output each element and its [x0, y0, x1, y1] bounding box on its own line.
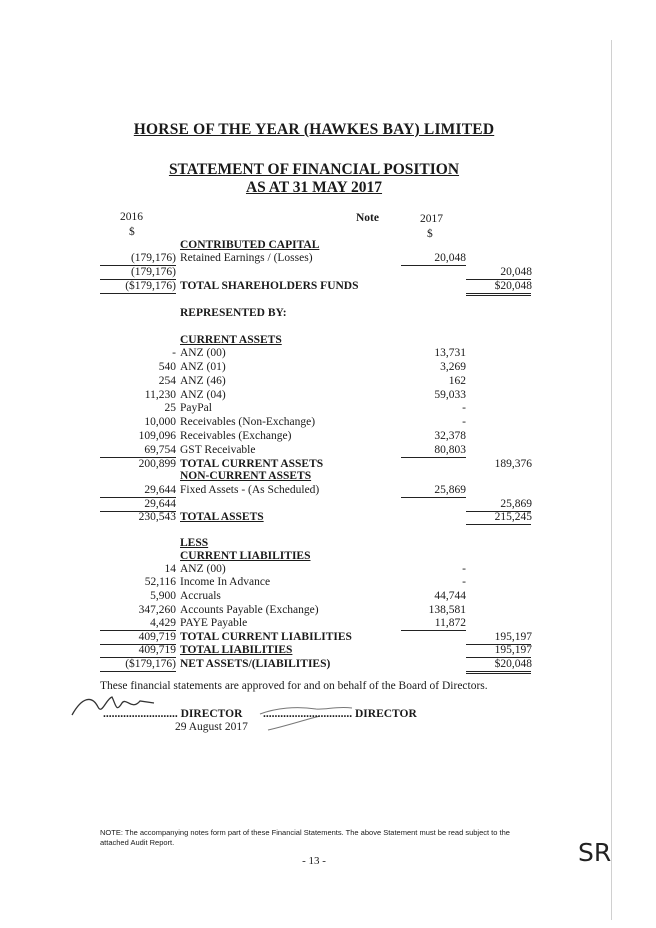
director-1-line: .......................... DIRECTOR	[103, 708, 243, 720]
line-item-label: ANZ (04)	[180, 389, 226, 401]
prior-year-value: 52,116	[144, 576, 176, 588]
prior-year-value: 109,096	[138, 430, 176, 442]
current-total-value: 215,245	[494, 511, 532, 523]
prior-year-value: 409,719	[138, 631, 176, 643]
director-2-line: ............................... DIRECTOR	[263, 708, 417, 720]
prior-year-value: -	[172, 347, 176, 359]
line-item-label: LESS	[180, 537, 209, 549]
rule-line	[401, 630, 466, 631]
prior-year-value: 540	[158, 361, 176, 373]
line-item-label: TOTAL ASSETS	[180, 511, 264, 523]
line-item-label: CONTRIBUTED CAPITAL	[180, 239, 320, 251]
line-item-label: Receivables (Exchange)	[180, 430, 292, 442]
current-total-value: 20,048	[500, 266, 532, 278]
rule-line	[466, 295, 531, 296]
prior-year-header: 2016	[120, 211, 143, 223]
rule-line	[466, 524, 531, 525]
line-item-label: NET ASSETS/(LIABILITIES)	[180, 658, 331, 670]
current-total-value: 195,197	[494, 644, 532, 656]
line-item-label: ANZ (46)	[180, 375, 226, 387]
line-item-label: ANZ (00)	[180, 347, 226, 359]
current-total-value: 25,869	[500, 498, 532, 510]
line-item-label: TOTAL CURRENT ASSETS	[180, 458, 324, 470]
prior-year-value: ($179,176)	[125, 658, 176, 670]
line-item-label: REPRESENTED BY:	[180, 307, 287, 319]
prior-year-value: 4,429	[150, 617, 176, 629]
prior-year-value: 14	[164, 563, 176, 575]
line-item-label: Retained Earnings / (Losses)	[180, 252, 313, 264]
approval-date: 29 August 2017	[175, 721, 248, 733]
page-number: - 13 -	[302, 855, 326, 867]
line-item-label: ANZ (01)	[180, 361, 226, 373]
current-total-value: 189,376	[494, 458, 532, 470]
line-item-label: TOTAL CURRENT LIABILITIES	[180, 631, 352, 643]
line-item-label: NON-CURRENT ASSETS	[180, 470, 312, 482]
current-year-value: 3,269	[440, 361, 466, 373]
current-year-value: -	[462, 402, 466, 414]
prior-currency-header: $	[129, 226, 135, 238]
prior-year-value: 29,644	[144, 484, 176, 496]
current-total-value: 195,197	[494, 631, 532, 643]
rule-line	[401, 457, 466, 458]
company-title: HORSE OF THE YEAR (HAWKES BAY) LIMITED	[133, 121, 495, 138]
current-year-value: 138,581	[428, 604, 466, 616]
current-year-value: 25,869	[434, 484, 466, 496]
current-year-value: 20,048	[434, 252, 466, 264]
line-item-label: ANZ (00)	[180, 563, 226, 575]
rule-line	[100, 671, 176, 672]
rule-line	[100, 293, 176, 294]
prior-year-value: 254	[158, 375, 176, 387]
line-item-label: CURRENT ASSETS	[180, 334, 282, 346]
current-year-value: 11,872	[434, 617, 466, 629]
current-year-header: 2017	[420, 213, 443, 225]
line-item-label: Accounts Payable (Exchange)	[180, 604, 319, 616]
prior-year-value: (179,176)	[130, 266, 176, 278]
current-year-value: -	[462, 576, 466, 588]
current-year-value: 80,803	[434, 444, 466, 456]
initials-mark: SR	[578, 838, 612, 867]
line-item-label: GST Receivable	[180, 444, 256, 456]
prior-year-value: 29,644	[144, 498, 176, 510]
current-currency-header: $	[427, 228, 433, 240]
prior-year-value: 25	[164, 402, 176, 414]
current-year-value: -	[462, 416, 466, 428]
prior-year-value: 11,230	[144, 389, 176, 401]
statement-date: AS AT 31 MAY 2017	[245, 179, 383, 196]
prior-year-value: 200,899	[138, 458, 176, 470]
current-year-value: 32,378	[434, 430, 466, 442]
line-item-label: Accruals	[180, 590, 221, 602]
line-item-label: Receivables (Non-Exchange)	[180, 416, 316, 428]
line-item-label: PAYE Payable	[180, 617, 248, 629]
line-item-label: CURRENT LIABILITIES	[180, 550, 311, 562]
prior-year-value: (179,176)	[130, 252, 176, 264]
rule-line	[466, 673, 531, 674]
line-item-label: Fixed Assets - (As Scheduled)	[180, 484, 320, 496]
current-total-value: $20,048	[494, 658, 532, 670]
note-column-header: Note	[356, 212, 379, 224]
approval-text: These financial statements are approved for and on behalf of the Board of Directors.	[100, 680, 488, 692]
current-year-value: 59,033	[434, 389, 466, 401]
rule-line	[401, 265, 466, 266]
prior-year-value: 347,260	[138, 604, 176, 616]
prior-year-value: 10,000	[144, 416, 176, 428]
line-item-label: Income In Advance	[180, 576, 271, 588]
current-year-value: 44,744	[434, 590, 466, 602]
rule-line	[466, 293, 531, 294]
line-item-label: PayPal	[180, 402, 212, 414]
line-item-label: TOTAL SHAREHOLDERS FUNDS	[180, 280, 359, 292]
rule-line	[466, 671, 531, 672]
prior-year-value: 69,754	[144, 444, 176, 456]
current-year-value: 162	[448, 375, 466, 387]
prior-year-value: ($179,176)	[125, 280, 176, 292]
current-year-value: 13,731	[434, 347, 466, 359]
rule-line	[401, 497, 466, 498]
prior-year-value: 5,900	[150, 590, 176, 602]
statement-title: STATEMENT OF FINANCIAL POSITION	[168, 161, 460, 178]
prior-year-value: 230,543	[138, 511, 176, 523]
line-item-label: TOTAL LIABILITIES	[180, 644, 293, 656]
current-year-value: -	[462, 563, 466, 575]
footnote: NOTE: The accompanying notes form part of these Financial Statements. The above Statement must be read subject to the attached Audit Report.	[100, 828, 510, 847]
current-total-value: $20,048	[494, 280, 532, 292]
prior-year-value: 409,719	[138, 644, 176, 656]
